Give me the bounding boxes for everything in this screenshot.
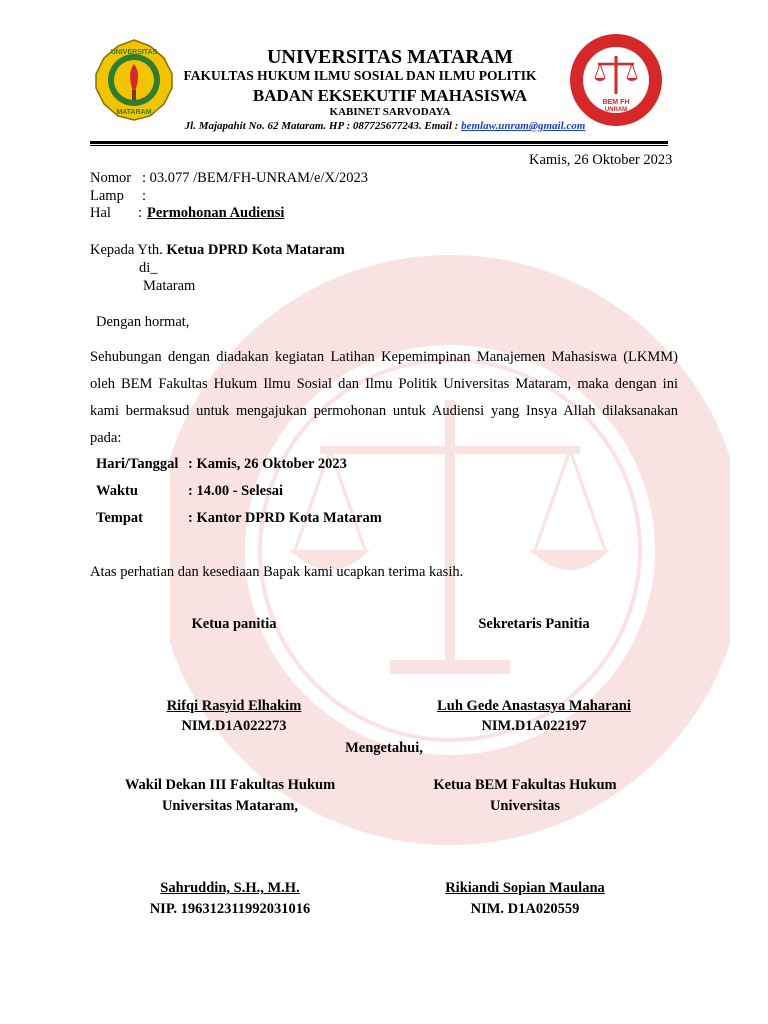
- svg-text:MATARAM: MATARAM: [116, 109, 152, 116]
- svg-text:UNRAM: UNRAM: [604, 107, 628, 113]
- nomor-label: Nomor: [90, 170, 132, 186]
- svg-text:BEM FH: BEM FH: [602, 99, 630, 106]
- header-rule: [90, 141, 668, 144]
- kepada-prefix: Kepada Yth.: [90, 242, 163, 258]
- dean-title-line1: Wakil Dekan III Fakultas Hukum: [124, 777, 336, 793]
- left-signer-nim: NIM.D1A022273: [181, 718, 287, 734]
- closing-text: Atas perhatian dan kesediaan Bapak kami ucapkan terima kasih.: [90, 564, 464, 580]
- university-name: UNIVERSITAS MATARAM: [266, 46, 514, 68]
- lamp-value: :: [142, 188, 147, 204]
- lamp-label: Lamp: [90, 188, 124, 204]
- di-text: di_: [139, 260, 158, 276]
- recipient-name: Ketua DPRD Kota Mataram: [166, 242, 345, 258]
- tempat-label: Tempat: [96, 510, 143, 526]
- hal-value: Permohonan Audiensi: [147, 205, 285, 221]
- greeting: Dengan hormat,: [96, 314, 190, 330]
- right-signer-nim: NIM.D1A022197: [481, 718, 587, 734]
- right-signer-name: Luh Gede Anastasya Maharani: [437, 698, 631, 714]
- letter-date: Kamis, 26 Oktober 2023: [529, 152, 673, 168]
- left-signer-name: Rifqi Rasyid Elhakim: [166, 698, 302, 714]
- watermark-emblem: [170, 250, 730, 850]
- waktu-label: Waktu: [96, 483, 138, 499]
- hal-label: Hal: [90, 205, 111, 221]
- left-signer-title: Ketua panitia: [191, 616, 277, 632]
- bem-chair-name: Rikiandi Sopian Maulana: [445, 880, 605, 896]
- address-line: [150, 120, 620, 132]
- bem-chair-nim: NIM. D1A020559: [470, 901, 580, 917]
- bem-title-line1: Ketua BEM Fakultas Hukum: [433, 777, 617, 793]
- header-rule-thin: [90, 145, 668, 146]
- hari-label: Hari/Tanggal: [96, 456, 179, 472]
- recipient-line: [90, 242, 345, 259]
- dean-nip: NIP. 196312311992031016: [149, 901, 311, 917]
- email-link[interactable]: bemlaw.unram@gmail.com: [461, 120, 586, 132]
- bem-title-line2: Universitas: [489, 798, 561, 814]
- hari-value: : Kamis, 26 Oktober 2023: [188, 456, 347, 472]
- cabinet-name: KABINET SARVODAYA: [329, 106, 451, 118]
- nomor-value: : 03.077 /BEM/FH-UNRAM/e/X/2023: [142, 170, 368, 186]
- city-text: Mataram: [143, 278, 196, 294]
- faculty-name: FAKULTAS HUKUM ILMU SOSIAL DAN ILMU POLITIK: [183, 68, 537, 83]
- organization-name: BADAN EKSEKUTIF MAHASISWA: [252, 86, 528, 105]
- svg-text:UNIVERSITAS: UNIVERSITAS: [110, 49, 158, 56]
- body-paragraph: Sehubungan dengan diadakan kegiatan Latihan Kepemimpinan Manajemen Mahasiswa (LKMM) oleh BEM Fakultas Hukum Ilmu Sosial dan Ilmu Politik Universitas Mataram, maka dengan ini kami bermaksud untuk mengajukan permohonan untuk Audiensi yang Insya Allah dilaksanakan pada:: [90, 349, 678, 446]
- address-text: Jl. Majapahit No. 62 Mataram. HP : 087725677243. Email :: [184, 120, 462, 132]
- dean-name: Sahruddin, S.H., M.H.: [160, 880, 300, 896]
- tempat-value: : Kantor DPRD Kota Mataram: [188, 510, 382, 526]
- waktu-value: : 14.00 - Selesai: [188, 483, 284, 499]
- right-signer-title: Sekretaris Panitia: [478, 616, 590, 632]
- dean-title-line2: Universitas Mataram,: [161, 798, 299, 814]
- hal-colon: :: [138, 205, 143, 221]
- mengetahui-text: Mengetahui,: [345, 740, 423, 756]
